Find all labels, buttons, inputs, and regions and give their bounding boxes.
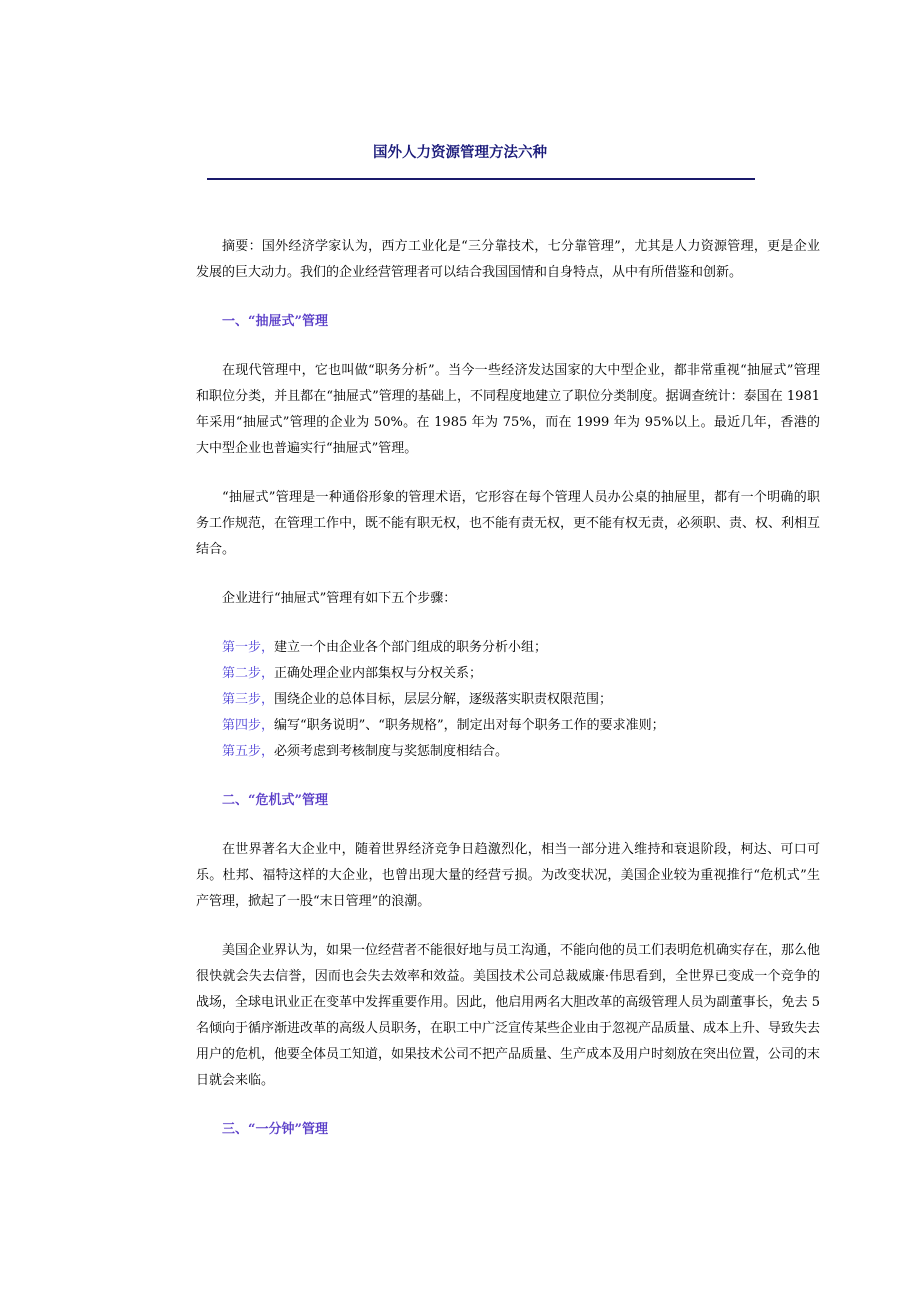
step-text: 正确处理企业内部集权与分权关系； <box>274 666 483 681</box>
section-2-paragraph-1: 在世界著名大企业中，随着世界经济竞争日趋激烈化，相当一部分进入维持和衰退阶段，柯达、可口可乐。杜邦、福特这样的大企业，也曾出现大量的经营亏损。为改变状况，美国企业较为重视推行“危机式”生产管理，掀起了一股“末日管理”的浪潮。 <box>196 842 820 909</box>
section-heading-2: 二、“危机式”管理 <box>222 793 328 808</box>
article-body <box>196 234 820 1166</box>
list-item <box>196 661 820 687</box>
section-heading-3: 三、“一分钟”管理 <box>222 1122 328 1137</box>
step-label: 第一步， <box>222 640 275 655</box>
list-item <box>196 713 820 739</box>
step-text: 编写“职务说明”、“职务规格”，制定出对每个职务工作的要求准则； <box>274 718 665 733</box>
abstract-paragraph: 摘要：国外经济学家认为，西方工业化是“三分靠技术，七分靠管理”，尤其是人力资源管理，更是企业发展的巨大动力。我们的企业经营管理者可以结合我国国情和自身特点，从中有所借鉴和创新。 <box>196 239 820 280</box>
step-label: 第二步， <box>222 666 275 681</box>
step-text: 围绕企业的总体目标，层层分解，逐级落实职责权限范围； <box>274 692 613 707</box>
section-1-paragraph-2: “抽屉式”管理是一种通俗形象的管理术语，它形容在每个管理人员办公桌的抽屉里，都有一个明确的职务工作规范，在管理工作中，既不能有职无权，也不能有责无权，更不能有权无责，必须职、责、权、利相互结合。 <box>196 490 821 557</box>
section-1-paragraph-3: 企业进行“抽屉式”管理有如下五个步骤： <box>222 591 457 606</box>
step-text: 必须考虑到考核制度与奖惩制度相结合。 <box>274 744 509 759</box>
section-heading-1: 一、“抽屉式”管理 <box>222 314 328 329</box>
step-text: 建立一个由企业各个部门组成的职务分析小组； <box>274 640 548 655</box>
step-label: 第四步， <box>222 718 275 733</box>
section-2-paragraph-2: 美国企业界认为，如果一位经营者不能很好地与员工沟通，不能向他的员工们表明危机确实存在，那么他很快就会失去信誉，因而也会失去效率和效益。美国技术公司总裁威廉·伟思看到，全世界已变成一个竞争的战场，全球电讯业正在变革中发挥重要作用。因此，他启用两名大胆改革的高级管理人员为副董事长，免去 5 名倾向于循序渐进改革的高级人员职务，在职工中广泛宣传某些企业由于忽视产品质量、成本上升、导致失去用户的危机，他要全体员工知道，如果技术公司不把产品质量、生产成本及用户时刻放在突出位置，公司的末日就会来临。 <box>196 943 821 1088</box>
title-divider <box>207 178 755 180</box>
step-label: 第三步， <box>222 692 275 707</box>
list-item <box>196 687 820 713</box>
page-title: 国外人力资源管理方法六种 <box>373 144 547 161</box>
list-item <box>196 635 820 661</box>
step-label: 第五步， <box>222 744 275 759</box>
steps-list <box>196 635 820 765</box>
list-item <box>196 739 820 765</box>
section-1-paragraph-1: 在现代管理中，它也叫做“职务分析”。当今一些经济发达国家的大中型企业，都非常重视“抽屉式”管理和职位分类，并且都在“抽屉式”管理的基础上，不同程度地建立了职位分类制度。据调查统计：泰国在 1981 年采用“抽屉式”管理的企业为 50%。在 1985 年为 75%，而在 1999 年为 95%以上。最近几年，香港的大中型企业也普遍实行“抽屉式”管理。 <box>196 363 820 456</box>
